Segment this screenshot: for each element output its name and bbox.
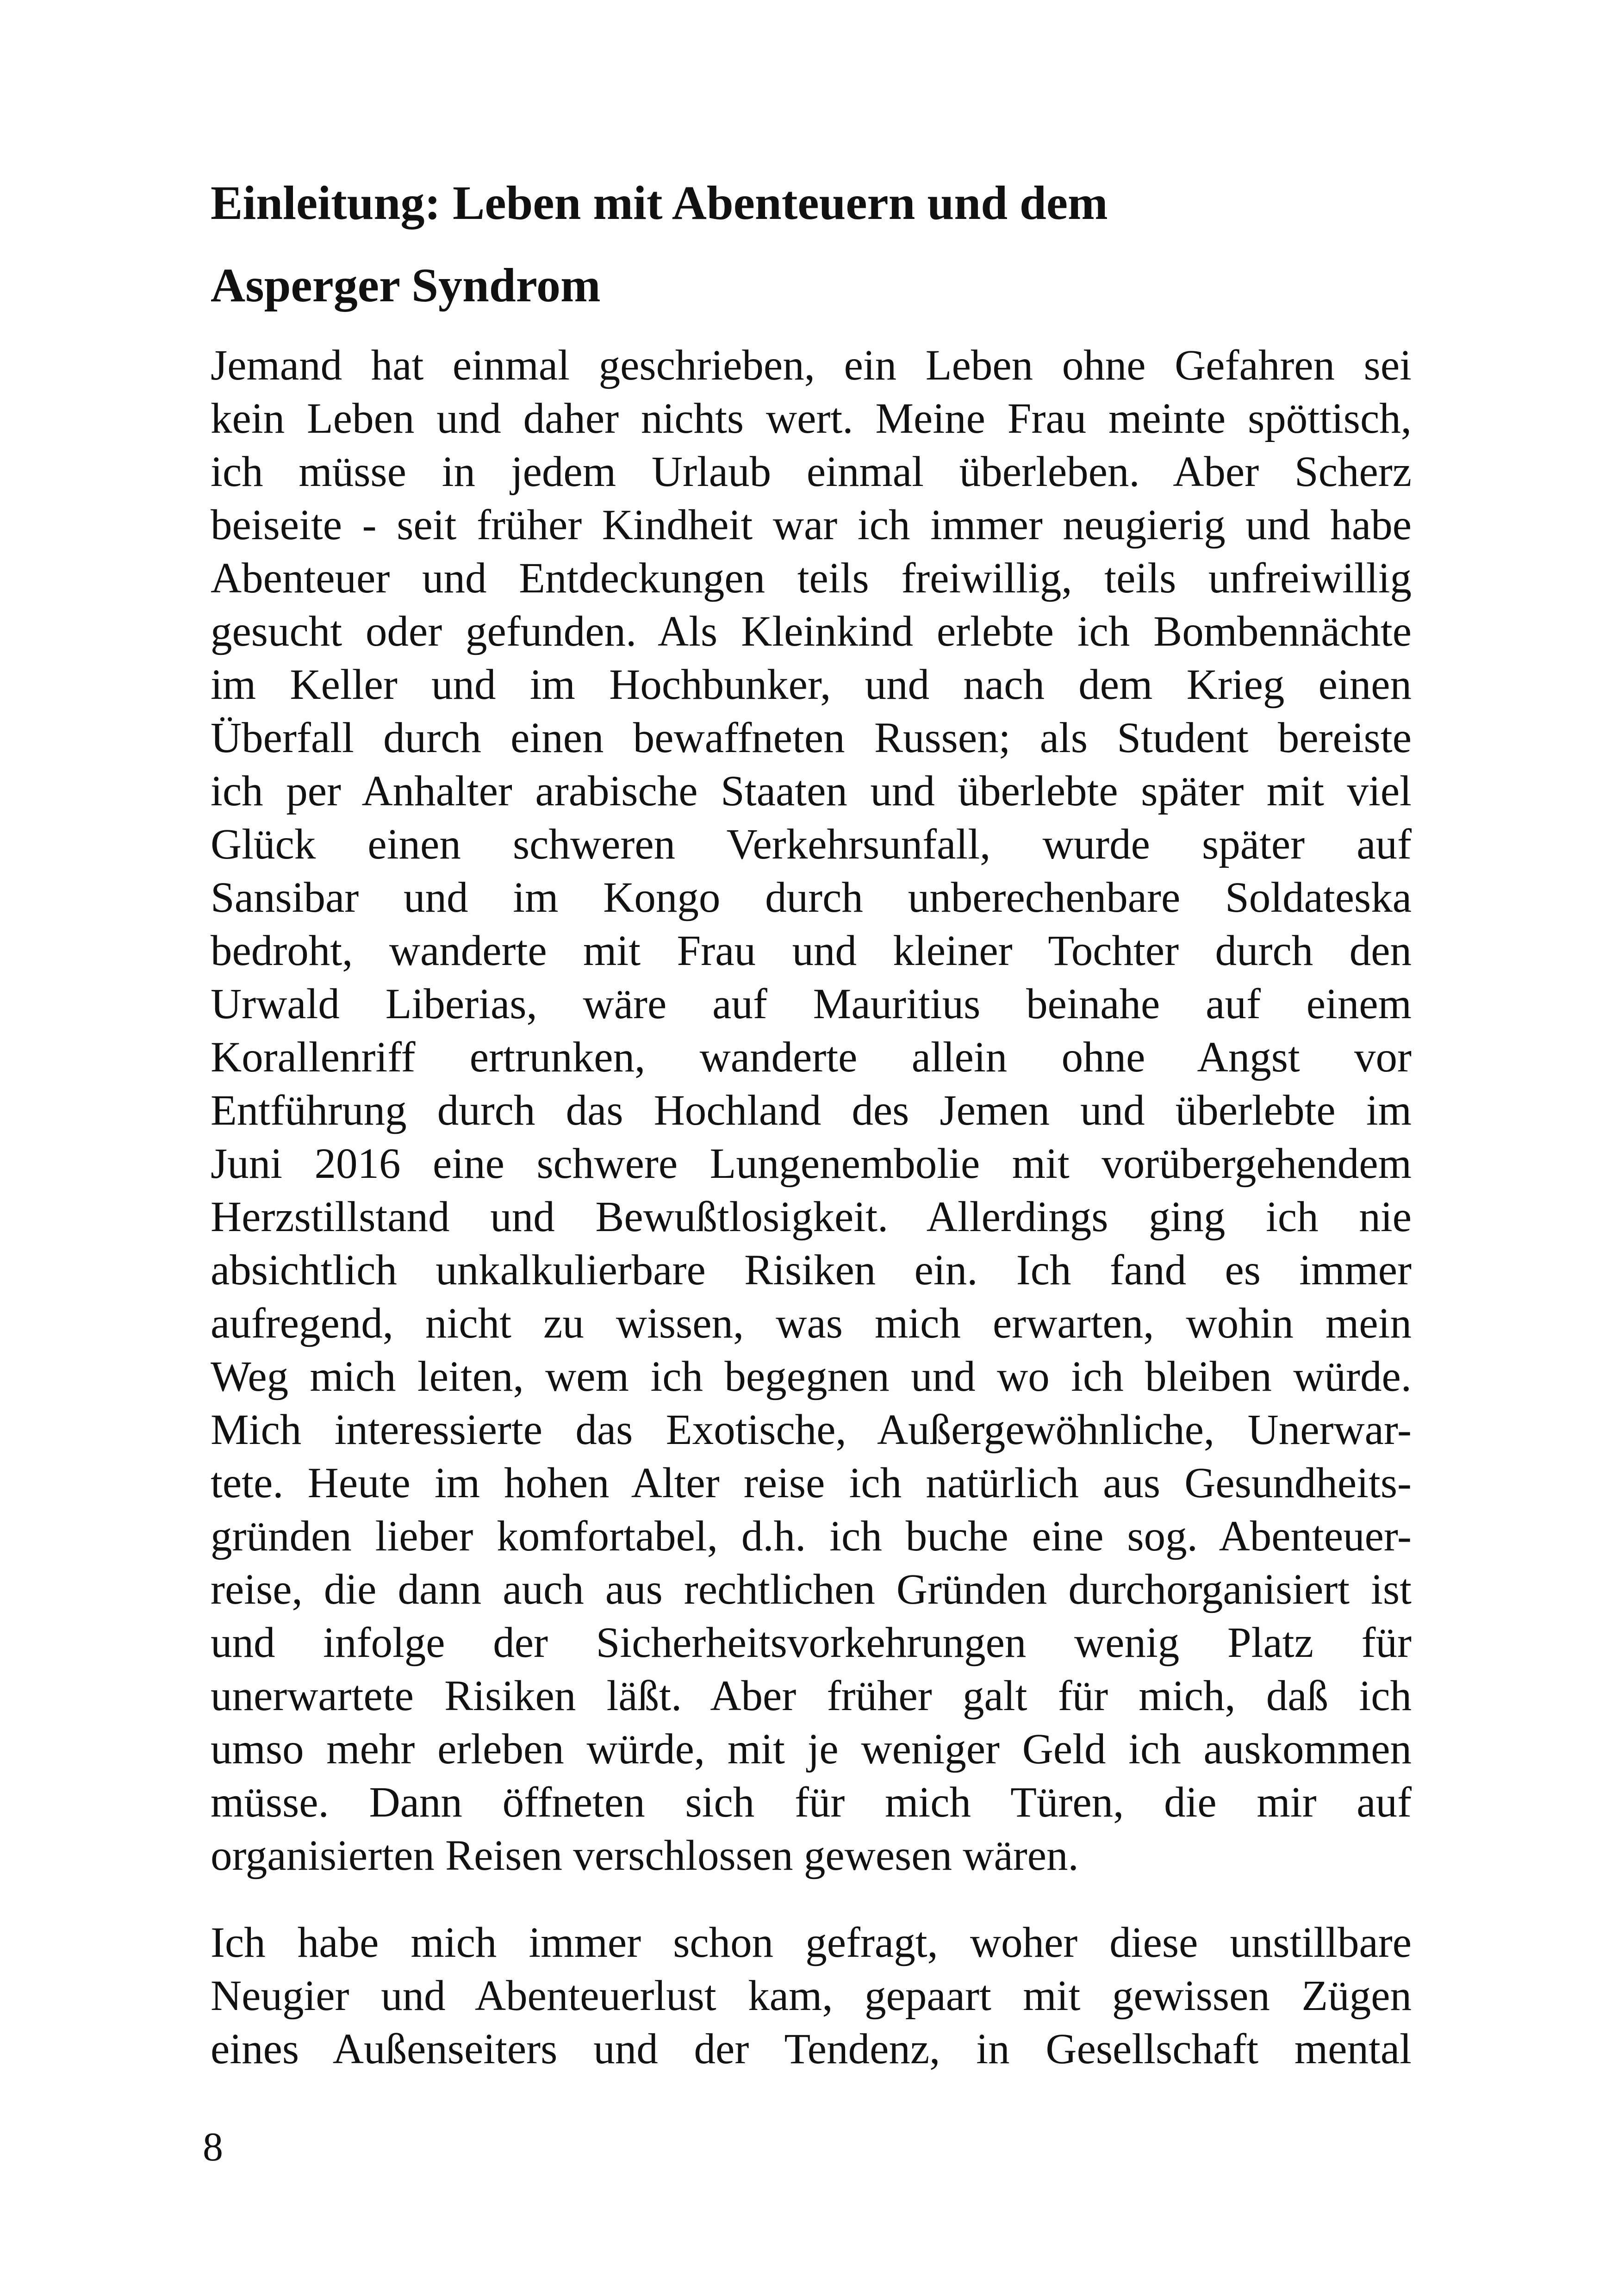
text-line: Glück einen schweren Verkehrsunfall, wurde später auf <box>211 821 1412 868</box>
text-line: Entführung durch das Hochland des Jemen und überlebte im <box>211 1087 1412 1134</box>
text-line: Sansibar und im Kongo durch unberechenbare Soldateska <box>211 874 1412 921</box>
page-number: 8 <box>203 2125 223 2170</box>
chapter-heading <box>211 162 1423 327</box>
text-line: Jemand hat einmal geschrieben, ein Leben ohne Gefahren sei <box>211 342 1412 389</box>
text-line: Abenteuer und Entdeckungen teils freiwillig, teils unfreiwillig <box>211 554 1412 602</box>
text-line: und infolge der Sicherheitsvorkehrungen wenig Platz für <box>211 1619 1412 1667</box>
text-line: Juni 2016 eine schwere Lungenembolie mit vorübergehendem <box>211 1140 1412 1188</box>
paragraph-2 <box>211 1916 1412 2076</box>
text-line: ich müsse in jedem Urlaub einmal überleben. Aber Scherz <box>211 448 1412 496</box>
text-line: Neugier und Abenteuerlust kam, gepaart mit gewissen Zügen <box>211 1972 1412 2020</box>
text-line: müsse. Dann öffneten sich für mich Türen, die mir auf <box>211 1779 1412 1826</box>
text-line: Mich interessierte das Exotische, Außergewöhnliche, Unerwar- <box>211 1406 1412 1454</box>
text-line: Herzstillstand und Bewußtlosigkeit. Allerdings ging ich nie <box>211 1193 1412 1241</box>
text-line: Korallenriff ertrunken, wanderte allein ohne Angst vor <box>211 1033 1412 1081</box>
text-line: unerwartete Risiken läßt. Aber früher galt für mich, daß ich <box>211 1672 1412 1720</box>
paragraph-1 <box>211 339 1412 1882</box>
text-line: kein Leben und daher nichts wert. Meine Frau meinte spöttisch, <box>211 395 1412 442</box>
text-line: beiseite - seit früher Kindheit war ich immer neugierig und habe <box>211 501 1412 549</box>
text-line: eines Außenseiters und der Tendenz, in Gesellschaft mental <box>211 2025 1412 2073</box>
text-line: Urwald Liberias, wäre auf Mauritius beinahe auf einem <box>211 980 1412 1028</box>
text-line: organisierten Reisen verschlossen gewesen wären. <box>211 1832 1079 1879</box>
chapter-heading-line: Einleitung: Leben mit Abenteuern und dem <box>211 176 1108 230</box>
text-line: im Keller und im Hochbunker, und nach dem Krieg einen <box>211 661 1412 709</box>
text-line: Ich habe mich immer schon gefragt, woher diese unstillbare <box>211 1919 1412 1966</box>
text-line: absichtlich unkalkulierbare Risiken ein. Ich fand es immer <box>211 1246 1412 1294</box>
text-line: gesucht oder gefunden. Als Kleinkind erlebte ich Bombennächte <box>211 608 1412 655</box>
text-line: ich per Anhalter arabische Staaten und überlebte später mit viel <box>211 767 1412 815</box>
text-line: umso mehr erleben würde, mit je weniger Geld ich auskommen <box>211 1725 1412 1773</box>
chapter-heading-line: Asperger Syndrom <box>211 259 601 312</box>
text-line: gründen lieber komfortabel, d.h. ich buche eine sog. Abenteuer- <box>211 1512 1412 1560</box>
text-line: Überfall durch einen bewaffneten Russen; als Student bereiste <box>211 714 1412 762</box>
text-line: bedroht, wanderte mit Frau und kleiner Tochter durch den <box>211 927 1412 975</box>
text-line: Weg mich leiten, wem ich begegnen und wo ich bleiben würde. <box>211 1353 1412 1400</box>
text-line: aufregend, nicht zu wissen, was mich erwarten, wohin mein <box>211 1300 1412 1347</box>
text-line: tete. Heute im hohen Alter reise ich natürlich aus Gesundheits- <box>211 1459 1412 1507</box>
text-line: reise, die dann auch aus rechtlichen Gründen durchorganisiert ist <box>211 1566 1412 1613</box>
